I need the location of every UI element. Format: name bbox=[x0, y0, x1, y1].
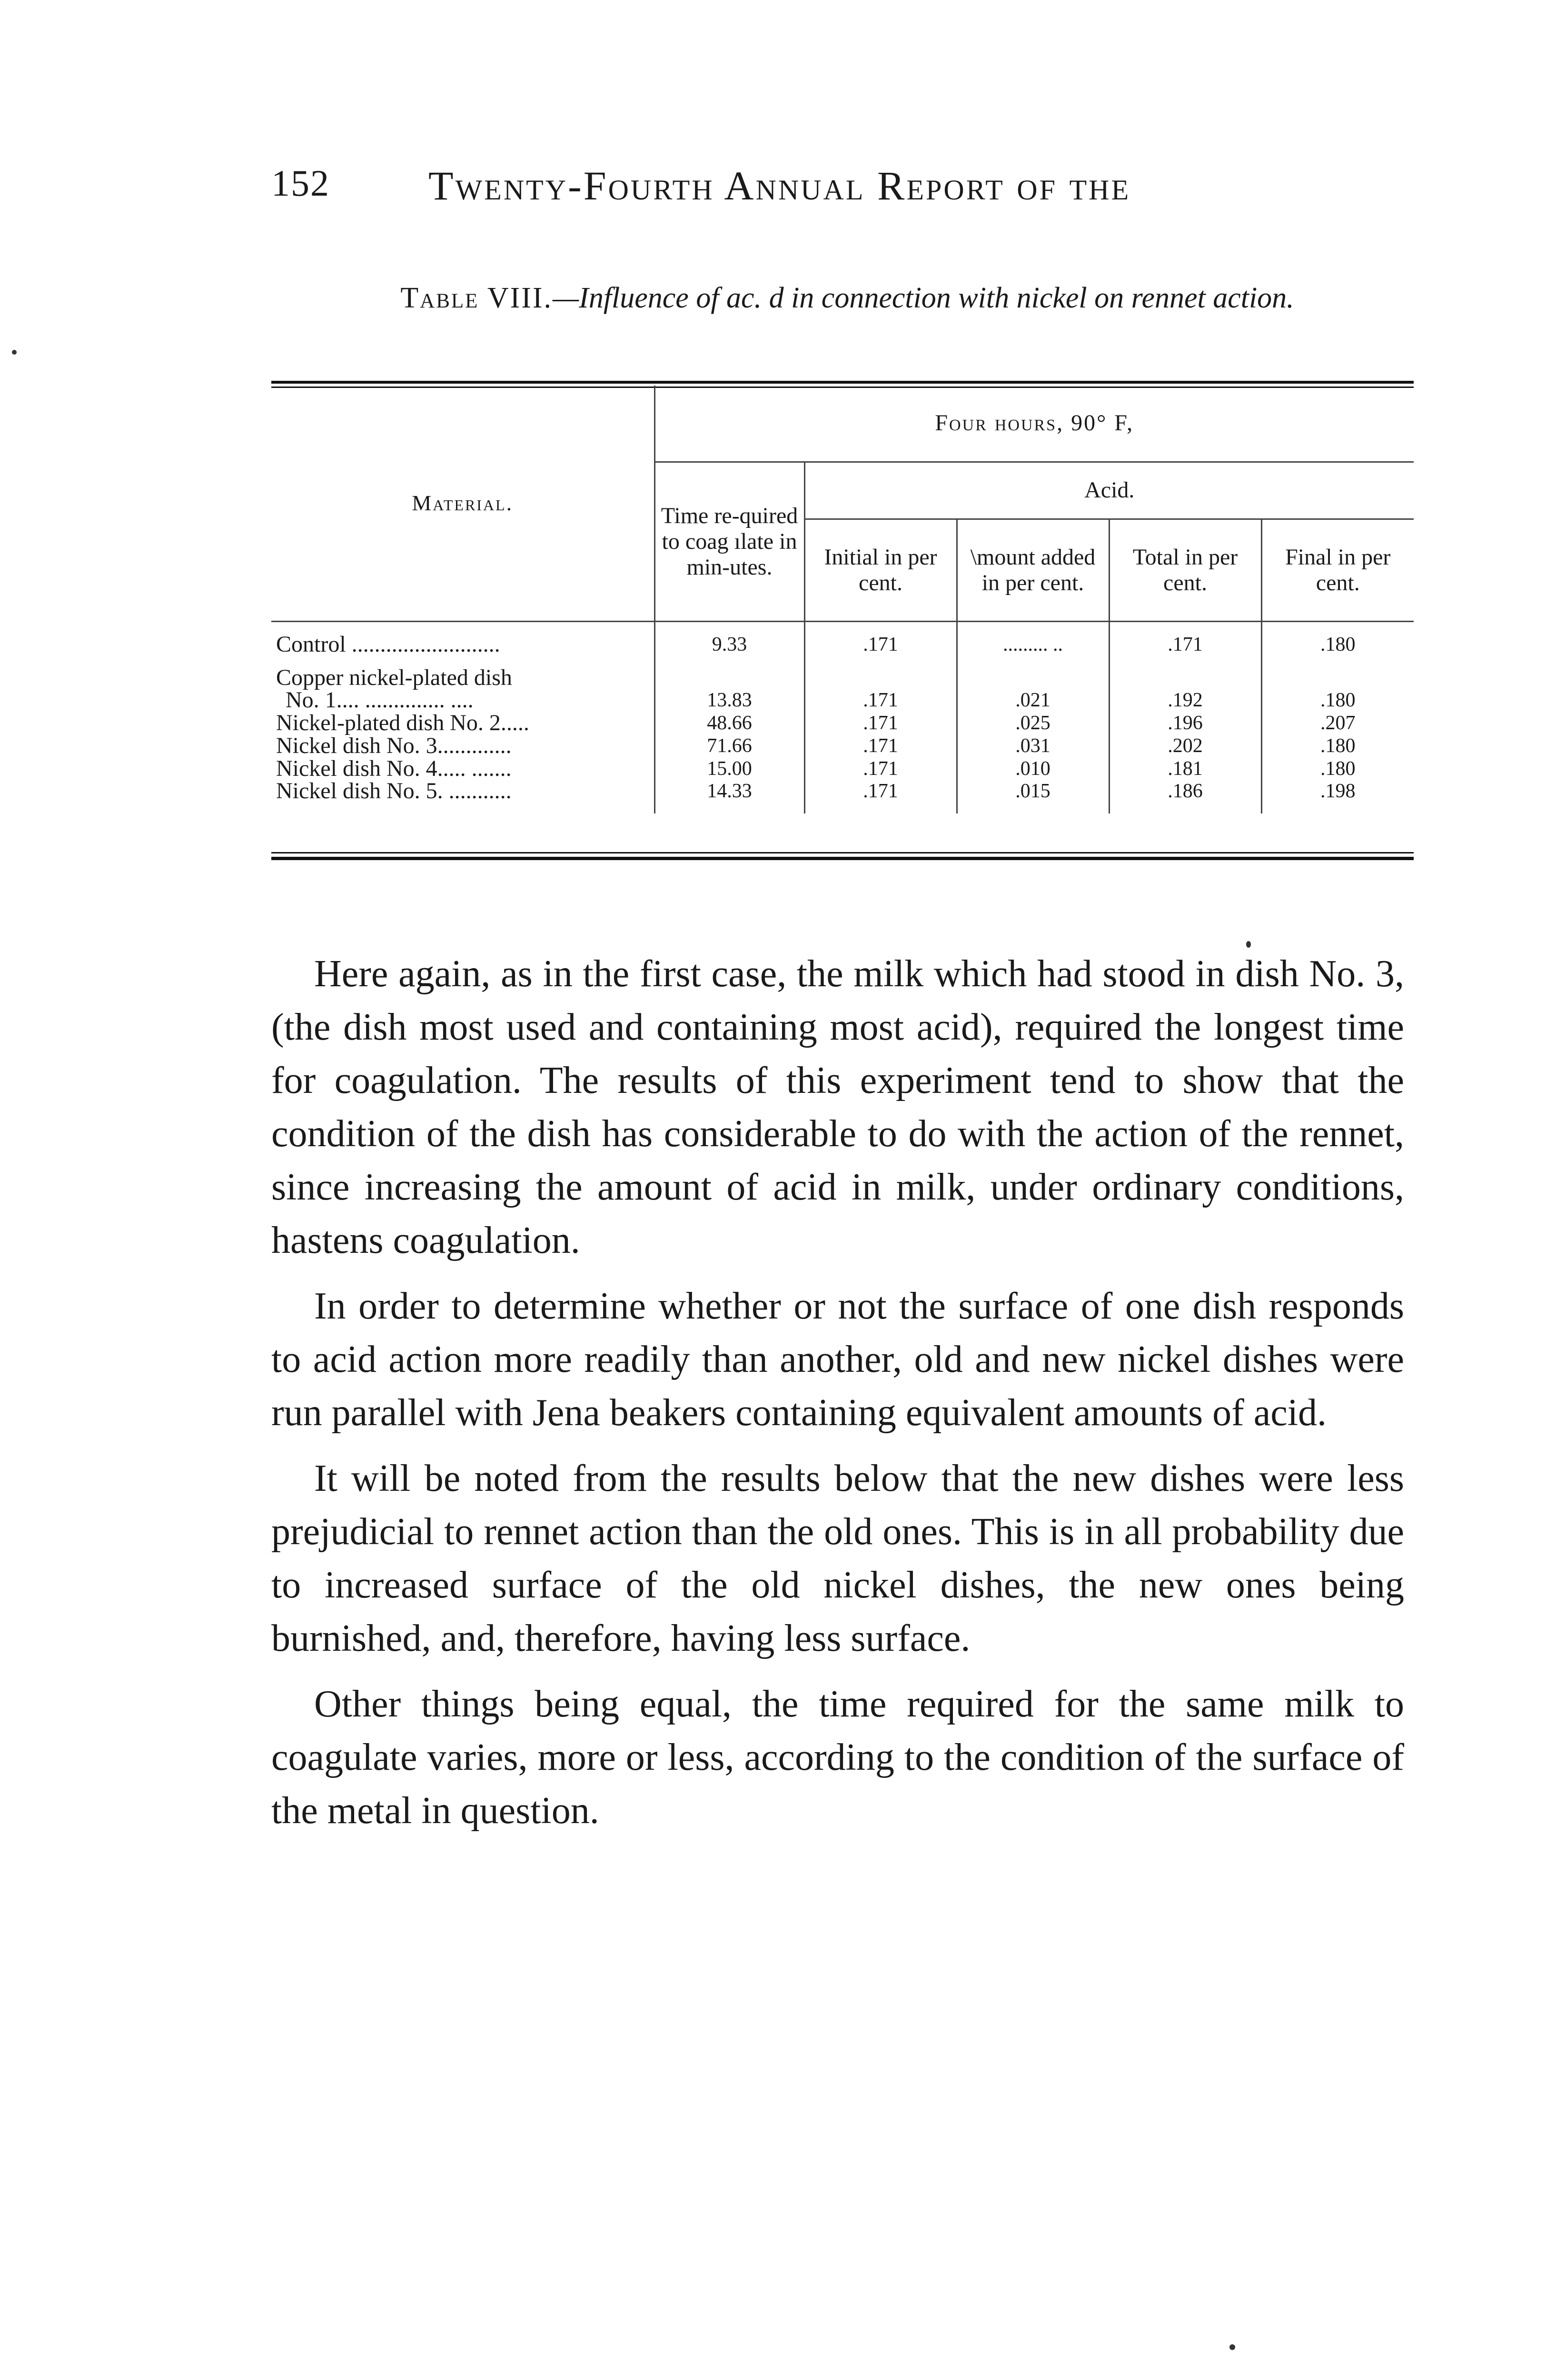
cell-time: 71.66 bbox=[654, 734, 804, 757]
cell-total: .181 bbox=[1109, 757, 1261, 780]
paragraph: In order to determine whether or not the surface of one dish responds to acid action more readily than another, old and new nickel dishes were run parallel with Jena beakers containing equivalent amounts of acid. bbox=[271, 1285, 1404, 1434]
table-row bbox=[271, 689, 1414, 712]
cell-time: 14.33 bbox=[654, 780, 804, 813]
cell-amount: .031 bbox=[957, 734, 1109, 757]
cell-initial: .171 bbox=[804, 621, 957, 667]
cell-initial: .171 bbox=[804, 734, 957, 757]
cell-total: .186 bbox=[1109, 780, 1261, 813]
cell-total: .171 bbox=[1109, 621, 1261, 667]
cell-final bbox=[1261, 667, 1414, 689]
cell-amount: .015 bbox=[957, 780, 1109, 813]
cell-final: .180 bbox=[1261, 734, 1414, 757]
speck-mark bbox=[12, 350, 17, 355]
table-caption-label: Table VIII. bbox=[400, 282, 553, 314]
cell-material: Nickel dish No. 3............. bbox=[276, 733, 512, 758]
cell-amount: ......... .. bbox=[957, 621, 1109, 667]
cell-material: Nickel dish No. 4..... ....... bbox=[276, 756, 512, 781]
cell-final: .180 bbox=[1261, 621, 1414, 667]
cell-total: .202 bbox=[1109, 734, 1261, 757]
table-caption-text: —Influence of ac. d in connection with nickel on rennet action. bbox=[553, 282, 1294, 314]
cell-material: Control .......................... bbox=[276, 631, 500, 657]
speck-mark bbox=[1229, 2344, 1235, 2350]
table-row bbox=[271, 667, 1414, 689]
cell-initial: .171 bbox=[804, 757, 957, 780]
header-initial: Initial in per cent. bbox=[804, 519, 957, 621]
table-bottom-rule bbox=[271, 857, 1414, 860]
cell-amount bbox=[957, 667, 1109, 689]
cell-amount: .021 bbox=[957, 689, 1109, 712]
cell-time: 9.33 bbox=[654, 621, 804, 667]
paragraph: Here again, as in the first case, the milk which had stood in dish No. 3, (the dish most used and containing most acid), required the longest time for coagulation. The results of this experiment tend to show that the condition of the dish has considerable to do with the action of the rennet, since increasing the amount of acid in milk, under ordinary conditions, hastens coagulation. bbox=[271, 953, 1404, 1261]
table-caption bbox=[271, 281, 1423, 315]
cell-final: .180 bbox=[1261, 689, 1414, 712]
table-row bbox=[271, 757, 1414, 780]
table-bottom-rule-thin bbox=[271, 852, 1414, 853]
cell-material: Nickel-plated dish No. 2..... bbox=[276, 710, 529, 735]
cell-material: No. 1.... .............. .... bbox=[286, 687, 474, 713]
table-row bbox=[271, 734, 1414, 757]
cell-total: .192 bbox=[1109, 689, 1261, 712]
speck-mark bbox=[1246, 941, 1251, 948]
cell-initial: .171 bbox=[804, 712, 957, 734]
running-header bbox=[271, 152, 1423, 214]
cell-material: Nickel dish No. 5. ........... bbox=[276, 778, 512, 803]
cell-material: Copper nickel-plated dish bbox=[276, 665, 512, 690]
table-row bbox=[271, 621, 1414, 667]
cell-final: .207 bbox=[1261, 712, 1414, 734]
header-time: Time re-quired to coag ılate in min-utes. bbox=[654, 462, 804, 621]
header-material: Material. bbox=[271, 386, 654, 621]
header-amount: \mount added in per cent. bbox=[957, 519, 1109, 621]
header-final: Final in per cent. bbox=[1261, 519, 1414, 621]
cell-amount: .010 bbox=[957, 757, 1109, 780]
cell-initial: .171 bbox=[804, 780, 957, 813]
cell-time: 13.83 bbox=[654, 689, 804, 712]
page-number: 152 bbox=[271, 162, 330, 204]
cell-amount: .025 bbox=[957, 712, 1109, 734]
paragraph: It will be noted from the results below that the new dishes were less prejudicial to rennet action than the old ones. This is in all probability due to increased surface of the old nickel dishes, the new ones being burnished, and, therefore, having less surface. bbox=[271, 1458, 1404, 1659]
cell-final: .198 bbox=[1261, 780, 1414, 813]
cell-initial: .171 bbox=[804, 689, 957, 712]
header-total: Total in per cent. bbox=[1109, 519, 1261, 621]
cell-total bbox=[1109, 667, 1261, 689]
paragraph: Other things being equal, the time required for the same milk to coagulate varies, more or less, according to the condition of the surface of the metal in question. bbox=[271, 1683, 1404, 1832]
cell-time: 15.00 bbox=[654, 757, 804, 780]
table-top-rule bbox=[271, 381, 1414, 384]
body-text bbox=[271, 947, 1404, 1850]
cell-time: 48.66 bbox=[654, 712, 804, 734]
data-table bbox=[271, 386, 1414, 813]
cell-final: .180 bbox=[1261, 757, 1414, 780]
table-row bbox=[271, 780, 1414, 813]
table-row bbox=[271, 712, 1414, 734]
header-acid: Acid. bbox=[804, 462, 1414, 519]
cell-time bbox=[654, 667, 804, 689]
header-group: Four hours, 90° F, bbox=[654, 386, 1414, 462]
cell-total: .196 bbox=[1109, 712, 1261, 734]
cell-initial bbox=[804, 667, 957, 689]
running-title: Twenty-Fourth Annual Report of the bbox=[428, 163, 1131, 208]
